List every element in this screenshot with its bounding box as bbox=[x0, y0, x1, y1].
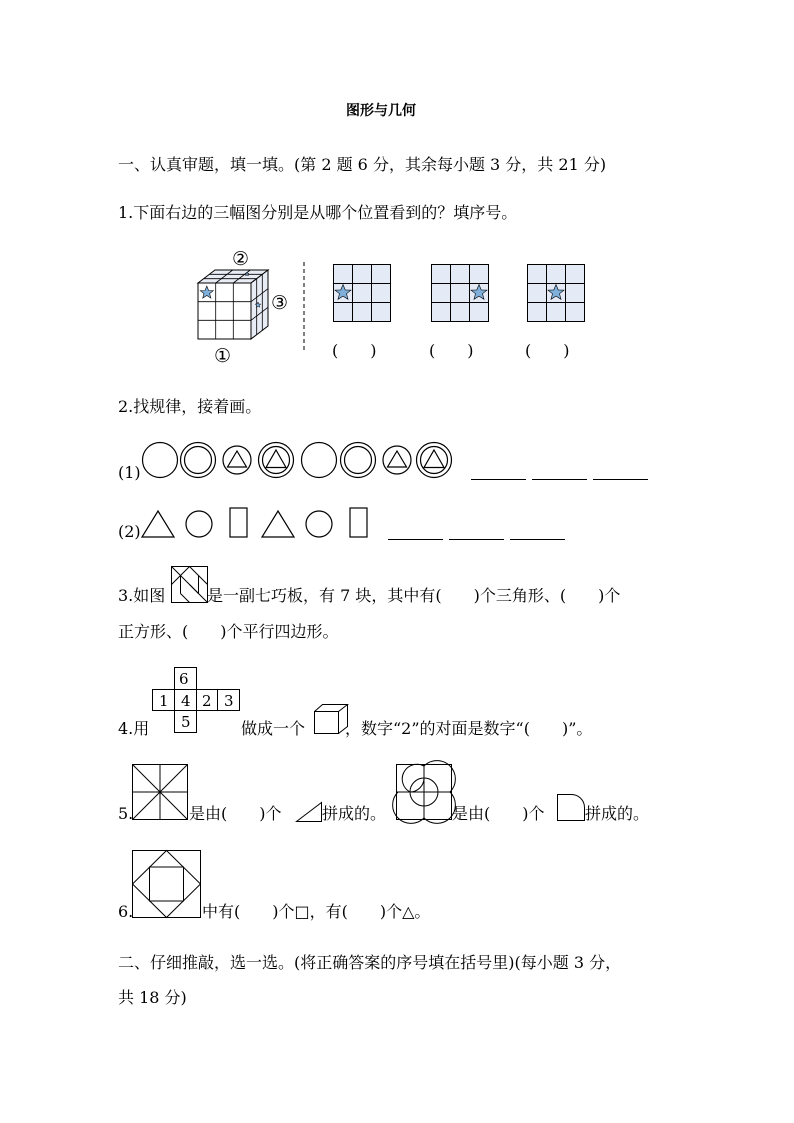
view-grid-1 bbox=[333, 264, 391, 322]
section-1-header: 一、认真审题，填一填。(第 2 题 6 分，其余每小题 3 分，共 21 分) bbox=[118, 155, 607, 174]
q2-row2-label: (2) bbox=[118, 522, 141, 541]
position-label-3: ③ bbox=[271, 292, 289, 314]
pattern-row-1 bbox=[141, 440, 456, 480]
small-triangle-icon bbox=[296, 802, 322, 822]
net-number: 4 bbox=[181, 692, 191, 710]
page-title: 图形与几何 bbox=[346, 103, 416, 119]
answer-blank[interactable] bbox=[532, 479, 587, 480]
q5-number: 5. bbox=[118, 804, 134, 823]
q3-text: 是一副七巧板，有 7 块，其中有( )个三角形、( )个 bbox=[207, 586, 621, 605]
q3-prefix: 3.如图 bbox=[118, 586, 166, 605]
q1-text: 1.下面右边的三幅图分别是从哪个位置看到的？填序号。 bbox=[118, 203, 518, 222]
q4-suffix: ，数字“2”的对面是数字“( )”。 bbox=[345, 719, 593, 738]
clover-square-figure bbox=[396, 764, 452, 820]
q3-line2: 正方形、( )个平行四边形。 bbox=[118, 622, 339, 641]
section-2-header: 二、仔细推敲，选一选。(将正确答案的序号填在括号里)(每小题 3 分， bbox=[118, 953, 622, 972]
answer-blank[interactable] bbox=[388, 539, 443, 540]
answer-paren-3[interactable]: ( ) bbox=[525, 341, 570, 360]
answer-paren-1[interactable]: ( ) bbox=[332, 341, 377, 360]
q6-number: 6. bbox=[118, 902, 134, 921]
position-label-1: ① bbox=[214, 345, 232, 367]
q5-part2b: 拼成的。 bbox=[585, 804, 650, 823]
q5-part2a: 是由( )个 bbox=[452, 804, 545, 823]
view-grid-3 bbox=[527, 264, 585, 322]
nested-squares-figure bbox=[132, 850, 201, 918]
section-2-header-line2: 共 18 分) bbox=[118, 988, 187, 1007]
tangram-figure bbox=[171, 566, 208, 603]
quarter-piece-icon bbox=[557, 794, 585, 821]
small-cube-icon bbox=[314, 704, 348, 734]
q4-prefix: 4.用 bbox=[118, 719, 150, 738]
pattern-row-2 bbox=[141, 505, 376, 539]
view-grid-2 bbox=[431, 264, 489, 322]
position-label-2: ② bbox=[232, 248, 250, 270]
q5-part1b: 拼成的。 bbox=[322, 804, 387, 823]
q5-part1a: 是由( )个 bbox=[189, 804, 282, 823]
answer-blank[interactable] bbox=[593, 479, 648, 480]
answer-blank[interactable] bbox=[510, 539, 565, 540]
q6-text: 中有( )个□，有( )个△。 bbox=[202, 902, 431, 921]
square-star-figure bbox=[132, 764, 188, 820]
net-number: 6 bbox=[179, 670, 189, 688]
answer-blank[interactable] bbox=[471, 479, 526, 480]
net-number: 5 bbox=[181, 713, 191, 731]
net-number: 3 bbox=[224, 692, 234, 710]
q2-text: 2.找规律，接着画。 bbox=[118, 397, 262, 416]
net-number: 1 bbox=[159, 692, 169, 710]
q4-middle: 做成一个 bbox=[241, 719, 306, 738]
q2-row1-label: (1) bbox=[118, 463, 141, 482]
answer-blank[interactable] bbox=[449, 539, 504, 540]
answer-paren-2[interactable]: ( ) bbox=[429, 341, 474, 360]
dashed-divider bbox=[302, 262, 306, 350]
net-number: 2 bbox=[202, 692, 212, 710]
